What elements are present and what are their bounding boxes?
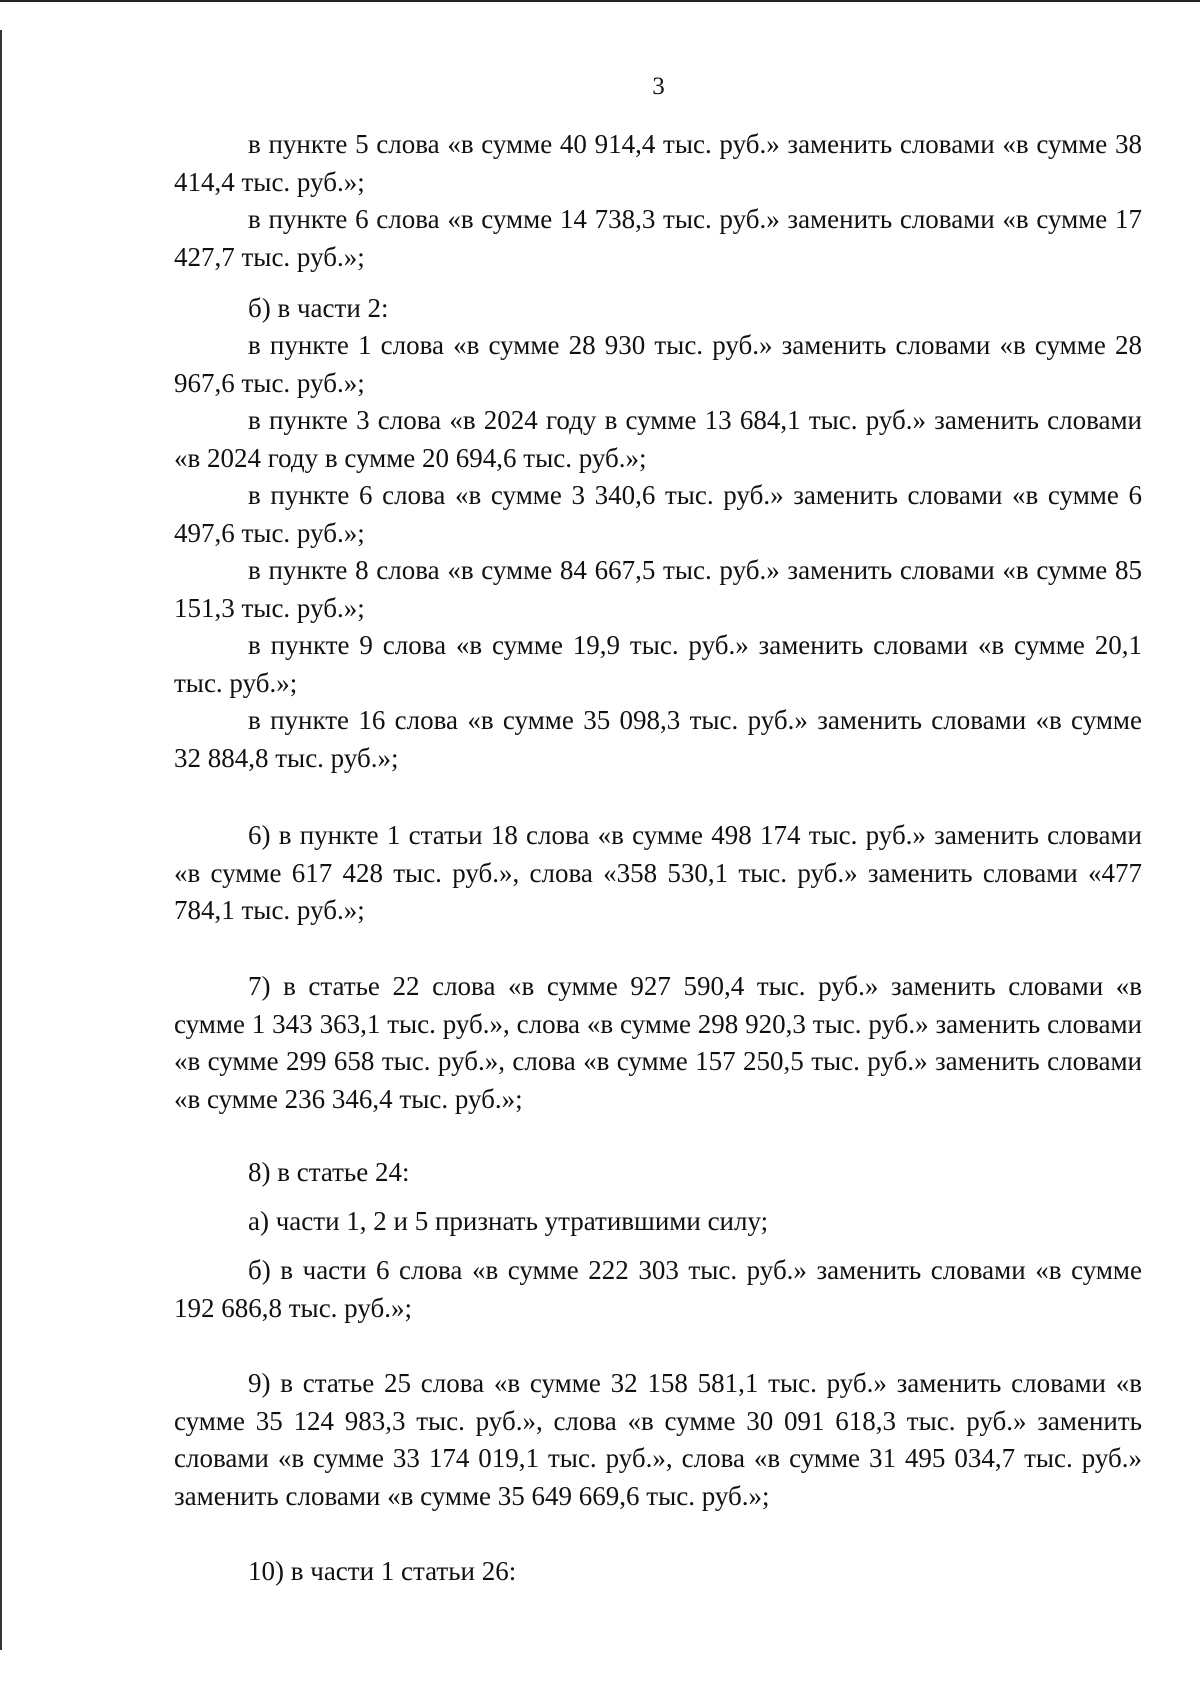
scan-top-edge [0, 0, 1200, 2]
paragraph-part-2-item-8: в пункте 8 слова «в сумме 84 667,5 тыс. руб.» заменить словами «в сумме 85 151,3 тыс. руб.»; [174, 555, 1142, 623]
paragraph-article-24-a: а) части 1, 2 и 5 признать утратившими силу; [248, 1206, 769, 1236]
paragraph-part-2-item-16: в пункте 16 слова «в сумме 35 098,3 тыс. руб.» заменить словами «в сумме 32 884,8 тыс. руб.»; [174, 705, 1142, 773]
paragraph-part-2-item-1: в пункте 1 слова «в сумме 28 930 тыс. руб.» заменить словами «в сумме 28 967,6 тыс. руб.»; [174, 330, 1142, 398]
scan-left-edge [0, 30, 2, 1650]
paragraph-article-25: 9) в статье 25 слова «в сумме 32 158 581,1 тыс. руб.» заменить словами «в сумме 35 124 983,3 тыс. руб.», слова «в сумме 30 091 618,3 тыс. руб.» заменить словами «в сумме 33 174 019,1 тыс. руб.», слова «в сумме 31 495 034,7 тыс. руб.» заменить словами «в сумме 35 649 669,6 тыс. руб.»; [174, 1368, 1142, 1511]
paragraph-article-24-heading: 8) в статье 24: [248, 1157, 410, 1187]
paragraph-item-5: в пункте 5 слова «в сумме 40 914,4 тыс. руб.» заменить словами «в сумме 38 414,4 тыс. руб.»; [174, 129, 1142, 197]
paragraph-article-22: 7) в статье 22 слова «в сумме 927 590,4 тыс. руб.» заменить словами «в сумме 1 343 363,1 тыс. руб.», слова «в сумме 298 920,3 тыс. руб.» заменить словами «в сумме 299 658 тыс. руб.», слова «в сумме 157 250,5 тыс. руб.» заменить словами «в сумме 236 346,4 тыс. руб.»; [174, 971, 1142, 1114]
paragraph-part-2-item-3: в пункте 3 слова «в 2024 году в сумме 13 684,1 тыс. руб.» заменить словами «в 2024 году в сумме 20 694,6 тыс. руб.»; [174, 405, 1142, 473]
paragraph-part-2-item-6: в пункте 6 слова «в сумме 3 340,6 тыс. руб.» заменить словами «в сумме 6 497,6 тыс. руб.»; [174, 480, 1142, 548]
paragraph-part-2-heading: б) в части 2: [248, 293, 389, 323]
paragraph-article-18: 6) в пункте 1 статьи 18 слова «в сумме 498 174 тыс. руб.» заменить словами «в сумме 617 428 тыс. руб.», слова «358 530,1 тыс. руб.» заменить словами «477 784,1 тыс. руб.»; [174, 820, 1142, 925]
paragraph-item-6: в пункте 6 слова «в сумме 14 738,3 тыс. руб.» заменить словами «в сумме 17 427,7 тыс. руб.»; [174, 204, 1142, 272]
paragraph-part-2-item-9: в пункте 9 слова «в сумме 19,9 тыс. руб.» заменить словами «в сумме 20,1 тыс. руб.»; [174, 630, 1142, 698]
paragraph-article-26-heading: 10) в части 1 статьи 26: [248, 1556, 517, 1586]
page-number: 3 [652, 73, 665, 100]
paragraph-article-24-b: б) в части 6 слова «в сумме 222 303 тыс. руб.» заменить словами «в сумме 192 686,8 тыс. руб.»; [174, 1255, 1142, 1323]
